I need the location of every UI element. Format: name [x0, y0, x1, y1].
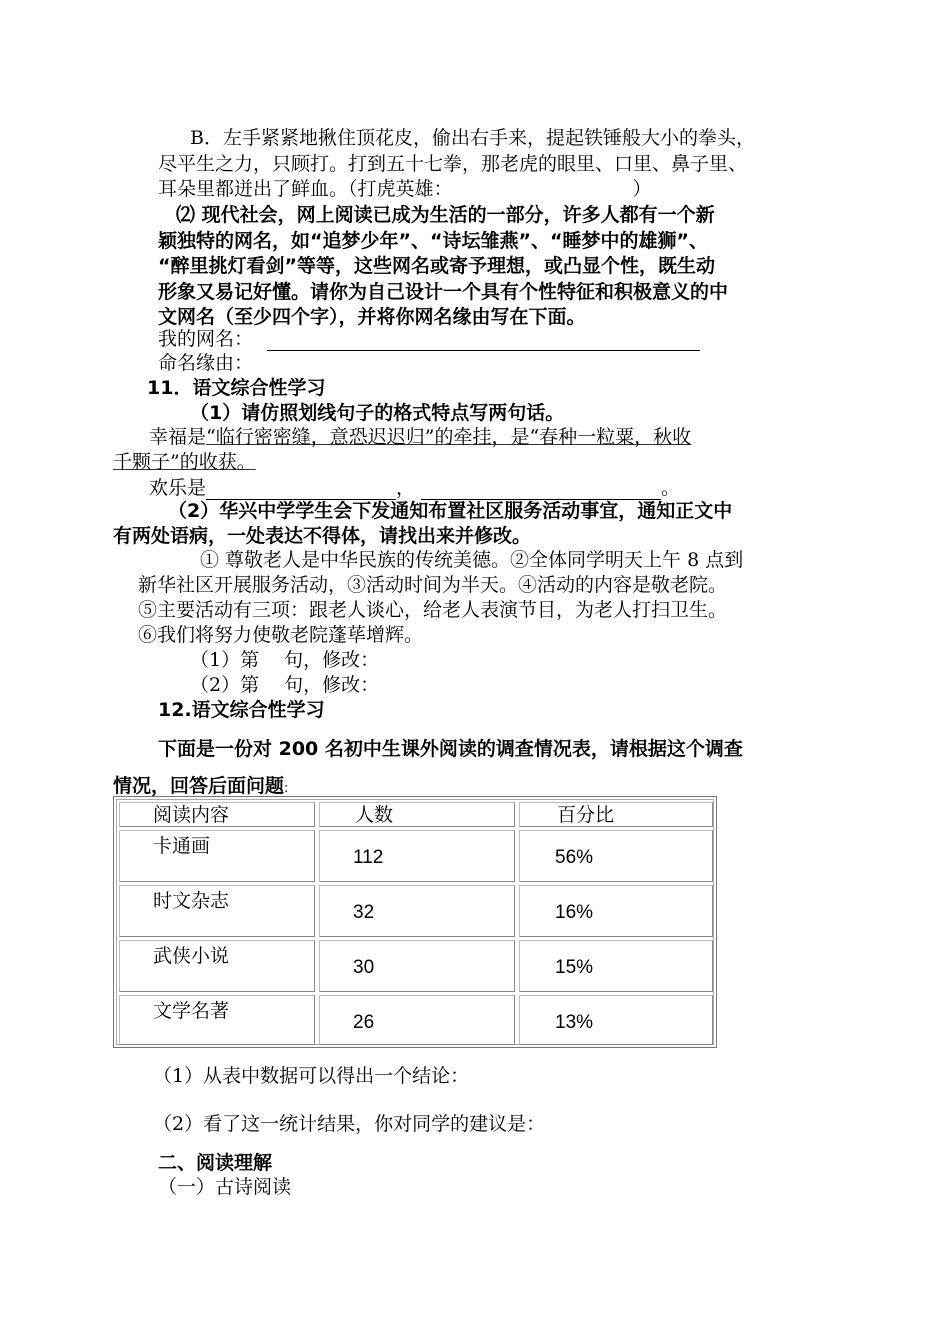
q10-b-line2: 尽平生之力，只顾打。打到五十七拳，那老虎的眼里、口里、鼻子里、 [158, 153, 748, 175]
q11-sub1: （1）请仿照划线句子的格式特点写两句话。 [190, 402, 565, 424]
row1-count: 112 [353, 847, 384, 868]
row2-count: 32 [353, 902, 375, 923]
table-cell [519, 885, 713, 937]
table-cell [119, 830, 315, 882]
q10-p2-line5: 文网名（至少四个字），并将你网名缘由写在下面。 [158, 306, 586, 328]
table-cell [319, 885, 515, 937]
q11-answer2: （2）第 句，修改： [190, 674, 380, 696]
q10-b-line1: B．左手紧紧地揪住顶花皮，偷出右手来，提起铁锤般大小的拳头， [190, 127, 755, 149]
joy-answer-line-1[interactable] [206, 481, 396, 500]
joy-answer-line-2[interactable] [421, 481, 661, 500]
q10-p2-line1: ⑵ 现代社会，网上阅读已成为生活的一部分，许多人都有一个新 [176, 204, 715, 226]
table-header-cell [519, 802, 713, 827]
q12-title: 12.语文综合性学习 [158, 699, 325, 721]
q11-title: 11．语文综合性学习 [147, 377, 326, 399]
table-cell [319, 830, 515, 882]
q10-p2-line2: 颖独特的网名，如“追梦少年”、“诗坛雏燕”、“睡梦中的雄狮”、 [158, 230, 708, 252]
header-content: 阅读内容 [153, 804, 230, 826]
table-cell [319, 940, 515, 992]
q11-example-line2: 千颗子”的收获。 [113, 451, 256, 473]
notice-line2: 新华社区开展服务活动，③活动时间为半天。④活动的内容是敬老院。 [138, 574, 728, 596]
q11-sub2-line1: （2）华兴中学学生会下发通知布置社区服务活动事宜，通知正文中 [168, 500, 733, 522]
q12-question1: （1）从表中数据可以得出一个结论： [153, 1065, 470, 1087]
q12-intro-colon: : [284, 781, 289, 796]
header-count: 人数 [355, 804, 394, 826]
my-name-label: 我的网名： [158, 328, 254, 350]
section2-sub: （一）古诗阅读 [158, 1176, 292, 1198]
table-cell [519, 830, 713, 882]
q11-answer1: （1）第 句，修改： [190, 649, 380, 671]
joy-prefix: 欢乐是 [149, 477, 207, 499]
row3-count: 30 [353, 957, 375, 978]
q12-intro-line1: 下面是一份对 200 名初中生课外阅读的调查情况表，请根据这个调查 [158, 738, 743, 760]
row3-content: 武侠小说 [153, 945, 230, 967]
row2-percent: 16% [555, 902, 594, 923]
survey-table [113, 796, 717, 1048]
joy-comma: ， [396, 477, 416, 499]
table-cell [319, 995, 515, 1045]
table-header-cell [319, 802, 515, 827]
joy-end: 。 [661, 477, 681, 499]
q12-intro-line2-text: 情况，回答后面问题 [113, 775, 285, 797]
q11-joy-row [149, 476, 680, 500]
example-underlined-1: “临行密密缝，意恐迟迟归”的牵挂，是“春种一粒粟，秋收 [206, 426, 692, 448]
table-cell [519, 995, 713, 1045]
reason-label: 命名缘由： [158, 352, 254, 374]
row4-percent: 13% [555, 1012, 594, 1033]
example-prefix: 幸福是 [149, 426, 207, 448]
q12-question2: （2）看了这一统计结果，你对同学的建议是： [153, 1113, 546, 1135]
table-cell [519, 940, 713, 992]
q10-b-line3 [158, 177, 652, 201]
row2-content: 时文杂志 [153, 890, 230, 912]
q10-p2-line4: 形象又易记好懂。请你为自己设计一个具有个性特征和积极意义的中 [158, 281, 729, 303]
row4-count: 26 [353, 1012, 375, 1033]
q10-b-line3-end: ） [632, 178, 652, 200]
q11-sub2-line2: 有两处语病，一处表达不得体，请找出来并修改。 [113, 525, 532, 547]
q10-b-line3-text: 耳朵里都迸出了鲜血。（打虎英雄： [158, 178, 453, 200]
row3-percent: 15% [555, 957, 594, 978]
q11-example-line1 [149, 425, 691, 449]
header-percent: 百分比 [557, 804, 615, 826]
notice-line3: ⑤主要活动有三项：跟老人谈心，给老人表演节目，为老人打扫卫生。 [138, 599, 728, 621]
notice-line4: ⑥我们将努力使敬老院蓬荜增辉。 [138, 624, 424, 646]
my-name-row [158, 327, 700, 351]
row4-content: 文学名著 [153, 1000, 230, 1022]
notice-line1: ① 尊敬老人是中华民族的传统美德。②全体同学明天上午 8 点到 [200, 549, 744, 571]
q10-p2-line3: “醉里挑灯看剑”等等，这些网名或寄予理想，或凸显个性，既生动 [158, 255, 715, 277]
row1-content: 卡通画 [153, 835, 211, 857]
survey-table-inner [116, 799, 714, 1045]
row1-percent: 56% [555, 847, 594, 868]
section2-title: 二、阅读理解 [158, 1152, 273, 1174]
my-name-answer-line[interactable] [267, 332, 700, 351]
